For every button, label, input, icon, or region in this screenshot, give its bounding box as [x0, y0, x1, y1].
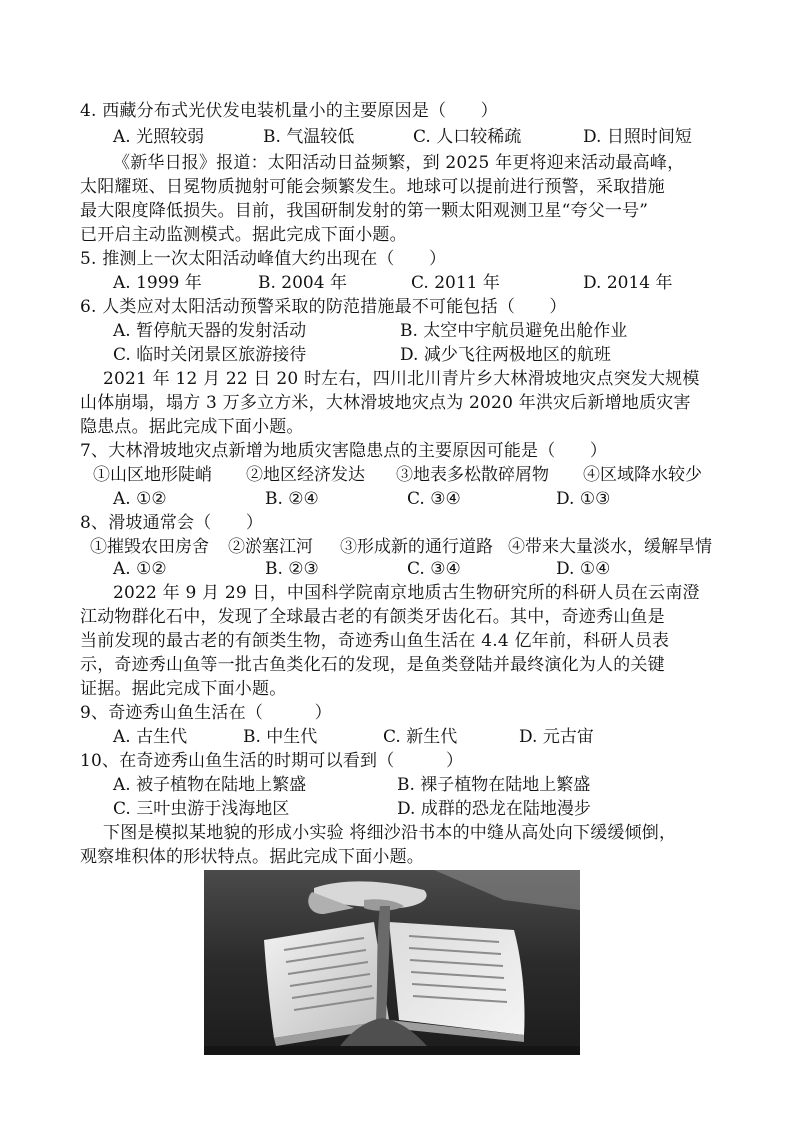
q7-option-d: D. ①③ [556, 489, 611, 509]
q7-option-a: A. ①② [113, 489, 167, 509]
q8-item-2: ②淤塞江河 [228, 537, 313, 557]
passage1-line: 《新华日报》报道：太阳活动日益频繁，到 2025 年更将迎来活动最高峰， [113, 153, 685, 173]
q10-option-b: B. 裸子植物在陆地上繁盛 [397, 775, 591, 795]
q4-stem: 4. 西藏分布式光伏发电装机量小的主要原因是（ ） [80, 101, 498, 121]
q8-option-a: A. ①② [113, 559, 167, 579]
q7-option-c: C. ③④ [407, 489, 461, 509]
q5-stem: 5. 推测上一次太阳活动峰值大约出现在（ ） [80, 249, 447, 269]
q8-option-b: B. ②③ [265, 559, 319, 579]
q8-option-c: C. ③④ [407, 559, 461, 579]
passage3-line: 证据。据此完成下面小题。 [80, 679, 287, 699]
passage1-line: 太阳耀斑、日冕物质抛射可能会频繁发生。地球可以提前进行预警，采取措施 [80, 177, 665, 197]
q7-item-1: ①山区地形陡峭 [93, 465, 212, 485]
passage4-line: 下图是模拟某地貌的形成小实验 将细沙沿书本的中缝从高处向下缓缓倾倒， [103, 823, 677, 843]
q6-option-d: D. 减少飞往两极地区的航班 [400, 345, 611, 365]
passage3-line: 当前发现的最古老的有颌类生物，奇迹秀山鱼生活在 4.4 亿年前，科研人员表 [80, 631, 670, 651]
q7-item-3: ③地表多松散碎屑物 [396, 465, 549, 485]
q9-option-b: B. 中生代 [243, 727, 318, 747]
passage1-line: 已开启主动监测模式。据此完成下面小题。 [80, 225, 407, 245]
q8-item-3: ③形成新的通行道路 [340, 537, 493, 557]
passage1-line: 最大限度降低损失。目前，我国研制发射的第一颗太阳观测卫星“夸父一号” [80, 201, 649, 221]
q9-option-a: A. 古生代 [113, 727, 188, 747]
q10-option-c: C. 三叶虫游于浅海地区 [113, 799, 290, 819]
passage3-line: 江动物群化石中，发现了全球最古老的有颌类牙齿化石。其中，奇迹秀山鱼是 [80, 607, 665, 627]
q7-item-4: ④区域降水较少 [583, 465, 702, 485]
q10-option-d: D. 成群的恐龙在陆地漫步 [397, 799, 591, 819]
q5-option-a: A. 1999 年 [113, 273, 202, 293]
q5-option-b: B. 2004 年 [258, 273, 347, 293]
q5-option-c: C. 2011 年 [411, 273, 500, 293]
q4-option-c: C. 人口较稀疏 [413, 127, 522, 147]
q4-option-b: B. 气温较低 [263, 127, 355, 147]
q8-item-4: ④带来大量淡水，缓解旱情 [508, 537, 712, 557]
q6-option-a: A. 暂停航天器的发射活动 [113, 321, 307, 341]
q9-option-c: C. 新生代 [383, 727, 458, 747]
q6-stem: 6. 人类应对太阳活动预警采取的防范措施最不可能包括（ ） [80, 297, 567, 317]
q7-item-2: ②地区经济发达 [246, 465, 365, 485]
q10-stem: 10、在奇迹秀山鱼生活的时期可以看到（ ） [80, 751, 464, 771]
passage3-line: 示，奇迹秀山鱼等一批古鱼类化石的发现，是鱼类登陆并最终演化为人的关键 [80, 655, 665, 675]
q10-option-a: A. 被子植物在陆地上繁盛 [113, 775, 307, 795]
passage4-line: 观察堆积体的形状特点。据此完成下面小题。 [80, 847, 424, 867]
passage3-line: 2022 年 9 月 29 日，中国科学院南京地质古生物研究所的科研人员在云南澄 [113, 583, 700, 603]
q4-option-d: D. 日照时间短 [583, 127, 692, 147]
q9-stem: 9、奇迹秀山鱼生活在（ ） [80, 703, 332, 723]
q4-option-a: A. 光照较弱 [113, 127, 205, 147]
q8-option-d: D. ①④ [556, 559, 611, 579]
q6-option-c: C. 临时关闭景区旅游接待 [113, 345, 307, 365]
q8-stem: 8、滑坡通常会（ ） [80, 513, 264, 533]
passage2-line: 2021 年 12 月 22 日 20 时左右，四川北川青片乡大林滑坡地灾点突发大规模 [103, 369, 700, 389]
passage2-line: 隐患点。据此完成下面小题。 [80, 417, 304, 437]
q8-item-1: ①摧毁农田房舍 [90, 537, 209, 557]
q7-stem: 7、大林滑坡地灾点新增为地质灾害隐患点的主要原因可能是（ ） [80, 441, 608, 461]
q6-option-b: B. 太空中宇航员避免出舱作业 [400, 321, 628, 341]
q5-option-d: D. 2014 年 [583, 273, 673, 293]
q9-option-d: D. 元古宙 [519, 727, 594, 747]
sand-experiment-photo [204, 870, 580, 1055]
passage2-line: 山体崩塌，塌方 3 万多立方米，大林滑坡地灾点为 2020 年洪灾后新增地质灾害 [80, 393, 691, 413]
q7-option-b: B. ②④ [265, 489, 319, 509]
